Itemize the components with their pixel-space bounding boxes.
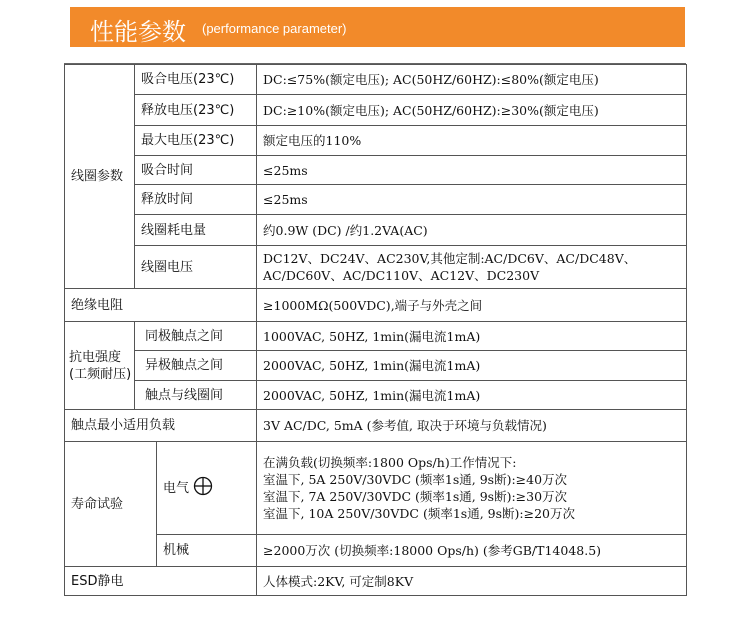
table-row: [65, 215, 687, 246]
row-label: 吸合时间: [135, 156, 257, 185]
table-row: [65, 535, 687, 567]
row-label: 触点最小适用负载: [65, 410, 257, 442]
row-value: ≤25ms: [257, 185, 687, 215]
row-label: 释放时间: [135, 185, 257, 215]
row-label: 触点与线圈间: [135, 381, 257, 410]
row-label: 线圈电压: [135, 246, 257, 289]
page-subtitle: (performance parameter): [202, 21, 347, 36]
value-line: 室温下, 5A 250V/30VDC (频率1s通, 9s断):≥40万次: [263, 472, 568, 487]
table-row: [65, 289, 687, 322]
life-group-label: 寿命试验: [65, 442, 157, 567]
row-value: 2000VAC, 50HZ, 1min(漏电流1mA): [257, 351, 687, 381]
table-row: [65, 246, 687, 289]
table-row: [65, 381, 687, 410]
circle-plus-icon: [193, 476, 213, 501]
row-value: 3V AC/DC, 5mA (参考值, 取决于环境与负载情况): [257, 410, 687, 442]
row-label: 异极触点之间: [135, 351, 257, 381]
row-value: 2000VAC, 50HZ, 1min(漏电流1mA): [257, 381, 687, 410]
row-label: 线圈耗电量: [135, 215, 257, 246]
coil-group-label: 线圈参数: [65, 65, 135, 289]
title-banner: [70, 7, 685, 47]
value-line: 室温下, 10A 250V/30VDC (频率1s通, 9s断):≥20万次: [263, 506, 575, 521]
row-label: 最大电压(23℃): [135, 126, 257, 156]
row-value: [257, 442, 687, 535]
row-value: 1000VAC, 50HZ, 1min(漏电流1mA): [257, 322, 687, 351]
row-label: 释放电压(23℃): [135, 95, 257, 126]
group-line: (工频耐压): [69, 366, 132, 382]
table-row: [65, 156, 687, 185]
value-line: 室温下, 7A 250V/30VDC (频率1s通, 9s断):≥30万次: [263, 489, 568, 504]
table-row: [65, 322, 687, 351]
row-value: 约0.9W (DC) /约1.2VA(AC): [257, 215, 687, 246]
dielectric-group-label: [65, 322, 135, 410]
table-row: [65, 95, 687, 126]
table-row: [65, 185, 687, 215]
row-label: 绝缘电阻: [65, 289, 257, 322]
row-value: 人体模式:2KV, 可定制8KV: [257, 567, 687, 596]
row-value: ≥2000万次 (切换频率:18000 Ops/h) (参考GB/T14048.5): [257, 535, 687, 567]
table-row: [65, 126, 687, 156]
row-label: 吸合电压(23℃): [135, 65, 257, 95]
table-row: [65, 351, 687, 381]
row-value: ≤25ms: [257, 156, 687, 185]
page-title: 性能参数: [90, 18, 186, 46]
row-value: 额定电压的110%: [257, 126, 687, 156]
group-line: 抗电强度: [69, 349, 122, 365]
row-value: DC:≤75%(额定电压); AC(50HZ/60HZ):≤80%(额定电压): [257, 65, 687, 95]
table-row: [65, 65, 687, 95]
table-row: [65, 442, 687, 535]
value-line: 在满负载(切换频率:1800 Ops/h)工作情况下:: [263, 455, 517, 470]
spec-table: [64, 64, 687, 596]
row-value: DC:≥10%(额定电压); AC(50HZ/60HZ):≥30%(额定电压): [257, 95, 687, 126]
row-value: [257, 246, 687, 289]
table-row: [65, 410, 687, 442]
row-label: 机械: [157, 535, 257, 567]
row-label: [157, 442, 257, 535]
row-value: ≥1000MΩ(500VDC),端子与外壳之间: [257, 289, 687, 322]
row-label: ESD静电: [65, 567, 257, 596]
table-row: [65, 567, 687, 596]
row-label: 同极触点之间: [135, 322, 257, 351]
value-line: AC/DC60V、AC/DC110V、AC12V、DC230V: [263, 268, 540, 283]
electrical-label: 电气: [163, 480, 190, 496]
value-line: DC12V、DC24V、AC230V,其他定制:AC/DC6V、AC/DC48V、: [263, 251, 637, 266]
